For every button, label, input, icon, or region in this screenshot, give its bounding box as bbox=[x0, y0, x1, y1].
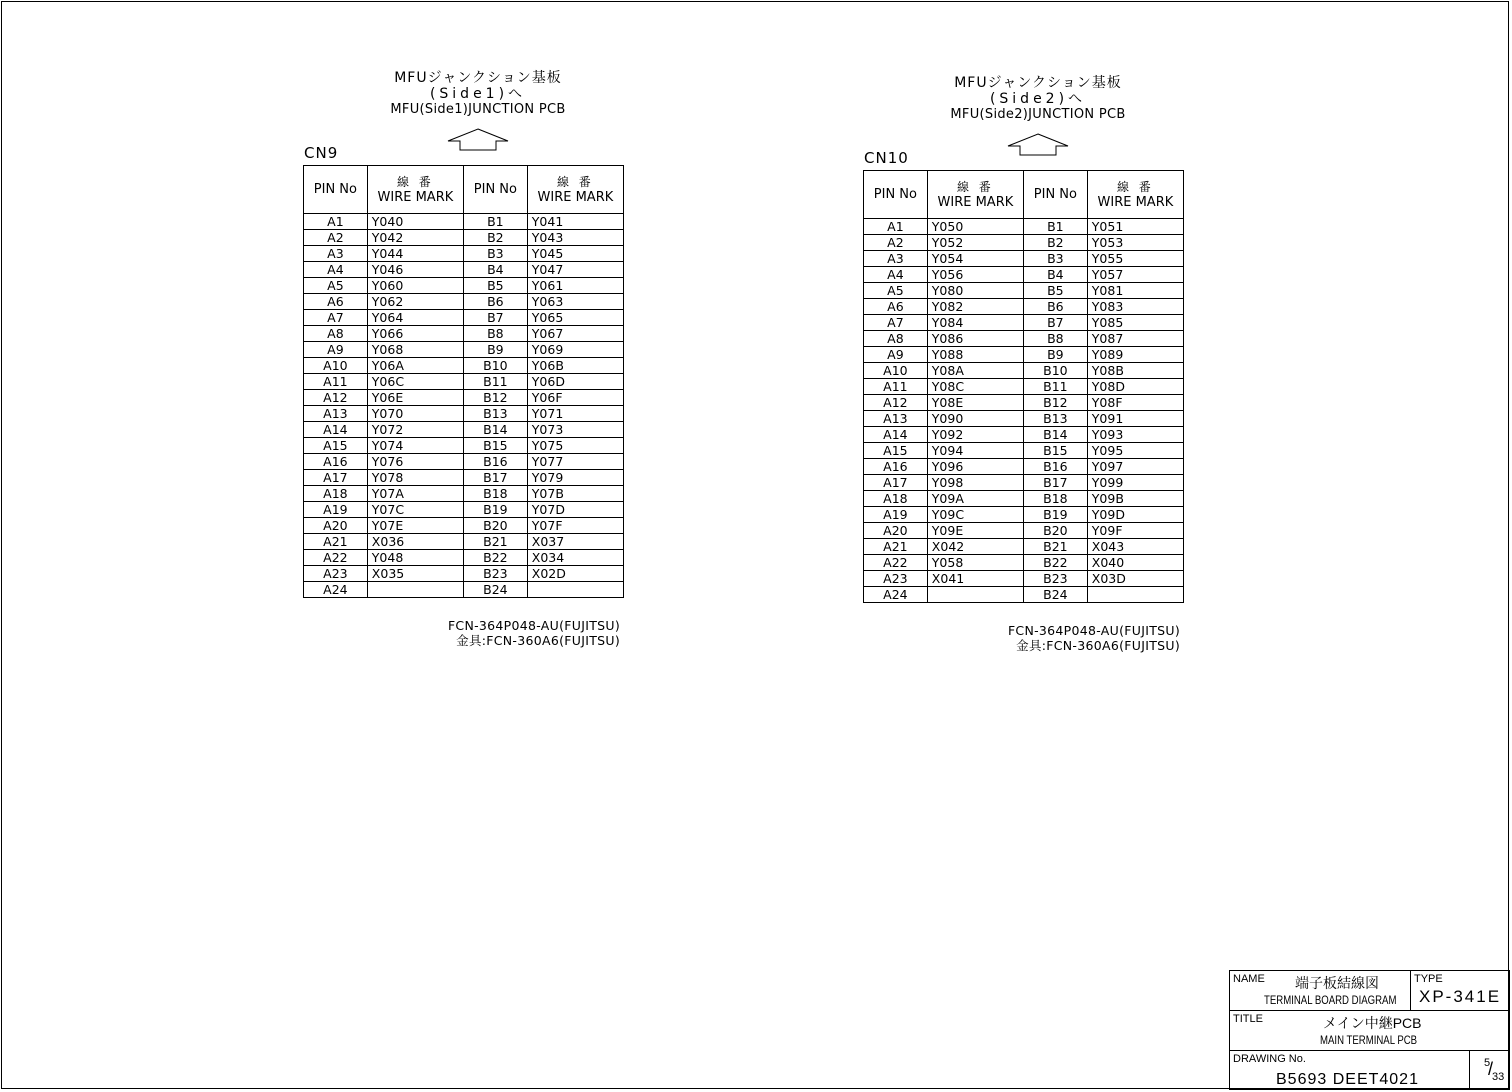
table-row bbox=[864, 267, 1184, 283]
table-row bbox=[304, 454, 624, 470]
table-row bbox=[864, 235, 1184, 251]
pin-number: A7 bbox=[864, 315, 928, 331]
wire-mark: Y07E bbox=[367, 518, 463, 534]
wire-mark: Y056 bbox=[927, 267, 1023, 283]
wire-mark: Y099 bbox=[1087, 475, 1183, 491]
destination-en: MFU(Side2)JUNCTION PCB bbox=[950, 107, 1126, 122]
wire-mark: Y042 bbox=[367, 230, 463, 246]
wire-mark: Y09E bbox=[927, 523, 1023, 539]
pin-number: A15 bbox=[864, 443, 928, 459]
pin-number: B13 bbox=[463, 406, 527, 422]
table-row bbox=[304, 390, 624, 406]
table-row bbox=[864, 283, 1184, 299]
wire-mark bbox=[927, 587, 1023, 603]
wire-mark: Y09C bbox=[927, 507, 1023, 523]
pin-header: PIN No bbox=[1023, 171, 1087, 219]
wire-mark: Y086 bbox=[927, 331, 1023, 347]
table-row bbox=[304, 214, 624, 230]
table-row bbox=[864, 411, 1184, 427]
wire-mark: Y08A bbox=[927, 363, 1023, 379]
table-row bbox=[864, 491, 1184, 507]
wire-mark: Y07B bbox=[527, 486, 623, 502]
pin-number: A4 bbox=[864, 267, 928, 283]
table-row bbox=[864, 315, 1184, 331]
wire-mark: Y082 bbox=[927, 299, 1023, 315]
pin-number: B22 bbox=[1023, 555, 1087, 571]
pin-number: A11 bbox=[304, 374, 368, 390]
wire-mark: Y07D bbox=[527, 502, 623, 518]
wire-mark: Y096 bbox=[927, 459, 1023, 475]
wire-mark: Y076 bbox=[367, 454, 463, 470]
pin-number: B22 bbox=[463, 550, 527, 566]
wire-header: 線 番 WIRE MARK bbox=[1087, 171, 1183, 219]
pin-number: B7 bbox=[463, 310, 527, 326]
table-row bbox=[864, 475, 1184, 491]
pin-number: B16 bbox=[1023, 459, 1087, 475]
table-row bbox=[864, 395, 1184, 411]
pin-number: A3 bbox=[304, 246, 368, 262]
pin-number: A3 bbox=[864, 251, 928, 267]
table-row bbox=[304, 534, 624, 550]
destination-side: (Side1)へ bbox=[429, 86, 527, 102]
wire-mark: X040 bbox=[1087, 555, 1183, 571]
pin-number: B23 bbox=[463, 566, 527, 582]
wire-mark: Y085 bbox=[1087, 315, 1183, 331]
wire-mark: Y09D bbox=[1087, 507, 1183, 523]
table-row bbox=[864, 555, 1184, 571]
pin-number: B12 bbox=[463, 390, 527, 406]
pin-number: A19 bbox=[864, 507, 928, 523]
pin-number: B10 bbox=[463, 358, 527, 374]
pin-number: B4 bbox=[463, 262, 527, 278]
wire-mark: Y057 bbox=[1087, 267, 1183, 283]
wire-mark bbox=[367, 582, 463, 598]
wire-mark: Y061 bbox=[527, 278, 623, 294]
table-row bbox=[864, 507, 1184, 523]
wire-mark: Y079 bbox=[527, 470, 623, 486]
pin-number: A6 bbox=[304, 294, 368, 310]
pin-number: A15 bbox=[304, 438, 368, 454]
pin-number: A1 bbox=[864, 219, 928, 235]
wire-mark: Y048 bbox=[367, 550, 463, 566]
up-arrow-icon bbox=[446, 128, 510, 152]
table-row bbox=[864, 587, 1184, 603]
pin-number: A21 bbox=[304, 534, 368, 550]
wire-mark: Y050 bbox=[927, 219, 1023, 235]
wire-mark: Y064 bbox=[367, 310, 463, 326]
wire-mark: X034 bbox=[527, 550, 623, 566]
wire-mark: Y06A bbox=[367, 358, 463, 374]
pin-number: B13 bbox=[1023, 411, 1087, 427]
table-row bbox=[864, 331, 1184, 347]
pin-number: A11 bbox=[864, 379, 928, 395]
wire-mark: X035 bbox=[367, 566, 463, 582]
wire-mark: Y043 bbox=[527, 230, 623, 246]
part-number: FCN-364P048-AU(FUJITSU) 金具:FCN-360A6(FUJITSU) bbox=[447, 618, 620, 648]
pin-number: A8 bbox=[304, 326, 368, 342]
pin-number: B9 bbox=[1023, 347, 1087, 363]
pin-number: B6 bbox=[463, 294, 527, 310]
table-row bbox=[304, 230, 624, 246]
wire-mark: Y06C bbox=[367, 374, 463, 390]
pin-number: A22 bbox=[864, 555, 928, 571]
connector-label: CN9 bbox=[304, 144, 339, 162]
table-row bbox=[864, 219, 1184, 235]
wire-mark: Y07F bbox=[527, 518, 623, 534]
wire-header: 線 番 WIRE MARK bbox=[367, 166, 463, 214]
pin-number: B6 bbox=[1023, 299, 1087, 315]
table-row bbox=[864, 443, 1184, 459]
table-row bbox=[304, 342, 624, 358]
pin-number: B24 bbox=[1023, 587, 1087, 603]
pin-number: B15 bbox=[463, 438, 527, 454]
table-row bbox=[304, 358, 624, 374]
wire-mark: X042 bbox=[927, 539, 1023, 555]
table-row bbox=[304, 294, 624, 310]
table-row bbox=[864, 251, 1184, 267]
connector-label: CN10 bbox=[864, 149, 909, 167]
wire-mark: Y092 bbox=[927, 427, 1023, 443]
pin-number: B3 bbox=[1023, 251, 1087, 267]
pin-number: B23 bbox=[1023, 571, 1087, 587]
wire-mark: Y053 bbox=[1087, 235, 1183, 251]
pin-number: B14 bbox=[1023, 427, 1087, 443]
destination-header bbox=[378, 70, 578, 117]
wire-mark: Y044 bbox=[367, 246, 463, 262]
pin-header: PIN No bbox=[304, 166, 368, 214]
pin-number: A4 bbox=[304, 262, 368, 278]
pin-number: A22 bbox=[304, 550, 368, 566]
wire-mark: Y077 bbox=[527, 454, 623, 470]
table-row bbox=[304, 502, 624, 518]
pin-number: A14 bbox=[864, 427, 928, 443]
wire-mark: X036 bbox=[367, 534, 463, 550]
wire-mark bbox=[527, 582, 623, 598]
pin-number: B18 bbox=[463, 486, 527, 502]
wire-mark: Y058 bbox=[927, 555, 1023, 571]
wire-mark: Y073 bbox=[527, 422, 623, 438]
wire-mark: Y08C bbox=[927, 379, 1023, 395]
pin-number: A16 bbox=[864, 459, 928, 475]
wire-mark: Y081 bbox=[1087, 283, 1183, 299]
type-cell: TYPE XP-341E bbox=[1411, 971, 1509, 1011]
table-row bbox=[864, 347, 1184, 363]
pin-number: A12 bbox=[864, 395, 928, 411]
wire-mark: Y06B bbox=[527, 358, 623, 374]
pin-number: B1 bbox=[463, 214, 527, 230]
pin-number: B5 bbox=[463, 278, 527, 294]
wire-mark: X037 bbox=[527, 534, 623, 550]
destination-en: MFU(Side1)JUNCTION PCB bbox=[390, 102, 566, 117]
pin-number: A18 bbox=[864, 491, 928, 507]
pin-number: A10 bbox=[864, 363, 928, 379]
wire-mark: Y040 bbox=[367, 214, 463, 230]
wire-mark: Y083 bbox=[1087, 299, 1183, 315]
pin-number: A2 bbox=[864, 235, 928, 251]
table-row bbox=[304, 422, 624, 438]
table-row bbox=[304, 310, 624, 326]
wire-mark: Y098 bbox=[927, 475, 1023, 491]
wire-mark: X02D bbox=[527, 566, 623, 582]
pin-number: A2 bbox=[304, 230, 368, 246]
table-row bbox=[304, 278, 624, 294]
wire-mark: Y08D bbox=[1087, 379, 1183, 395]
wire-mark: X041 bbox=[927, 571, 1023, 587]
table-row bbox=[304, 550, 624, 566]
pin-table bbox=[863, 170, 1184, 603]
pin-number: B14 bbox=[463, 422, 527, 438]
pin-number: A20 bbox=[864, 523, 928, 539]
wire-mark: Y070 bbox=[367, 406, 463, 422]
table-row bbox=[304, 566, 624, 582]
wire-mark: Y09A bbox=[927, 491, 1023, 507]
pin-number: A9 bbox=[304, 342, 368, 358]
wire-mark: Y041 bbox=[527, 214, 623, 230]
pin-number: A17 bbox=[304, 470, 368, 486]
wire-mark: Y080 bbox=[927, 283, 1023, 299]
part-number: FCN-364P048-AU(FUJITSU) 金具:FCN-360A6(FUJITSU) bbox=[1007, 623, 1180, 653]
table-row bbox=[304, 262, 624, 278]
pin-number: B2 bbox=[463, 230, 527, 246]
table-row bbox=[304, 438, 624, 454]
wire-mark: Y046 bbox=[367, 262, 463, 278]
wire-header: 線 番 WIRE MARK bbox=[927, 171, 1023, 219]
pin-number: A1 bbox=[304, 214, 368, 230]
wire-mark: Y089 bbox=[1087, 347, 1183, 363]
wire-mark bbox=[1087, 587, 1183, 603]
pin-number: A5 bbox=[304, 278, 368, 294]
wire-mark: Y054 bbox=[927, 251, 1023, 267]
pin-header: PIN No bbox=[463, 166, 527, 214]
wire-mark: Y047 bbox=[527, 262, 623, 278]
pin-number: A17 bbox=[864, 475, 928, 491]
wire-mark: Y062 bbox=[367, 294, 463, 310]
wire-mark: Y087 bbox=[1087, 331, 1183, 347]
wire-mark: Y097 bbox=[1087, 459, 1183, 475]
wire-mark: Y091 bbox=[1087, 411, 1183, 427]
pin-number: B11 bbox=[463, 374, 527, 390]
wire-mark: Y090 bbox=[927, 411, 1023, 427]
pin-number: A12 bbox=[304, 390, 368, 406]
wire-mark: Y07C bbox=[367, 502, 463, 518]
wire-mark: Y069 bbox=[527, 342, 623, 358]
pin-number: A16 bbox=[304, 454, 368, 470]
wire-mark: Y075 bbox=[527, 438, 623, 454]
pin-number: B20 bbox=[1023, 523, 1087, 539]
pin-number: B17 bbox=[463, 470, 527, 486]
pin-number: A23 bbox=[864, 571, 928, 587]
pin-number: A9 bbox=[864, 347, 928, 363]
wire-mark: Y09F bbox=[1087, 523, 1183, 539]
pin-number: B8 bbox=[1023, 331, 1087, 347]
pin-number: B19 bbox=[1023, 507, 1087, 523]
pin-number: B8 bbox=[463, 326, 527, 342]
pin-number: A6 bbox=[864, 299, 928, 315]
wire-mark: Y094 bbox=[927, 443, 1023, 459]
wire-mark: Y08B bbox=[1087, 363, 1183, 379]
pin-number: B20 bbox=[463, 518, 527, 534]
pin-number: B17 bbox=[1023, 475, 1087, 491]
wire-mark: Y093 bbox=[1087, 427, 1183, 443]
pin-number: B7 bbox=[1023, 315, 1087, 331]
table-row bbox=[304, 470, 624, 486]
up-arrow-icon bbox=[1006, 133, 1070, 157]
pin-number: A19 bbox=[304, 502, 368, 518]
pin-number: B16 bbox=[463, 454, 527, 470]
wire-mark: Y055 bbox=[1087, 251, 1183, 267]
wire-mark: X03D bbox=[1087, 571, 1183, 587]
table-row bbox=[304, 246, 624, 262]
table-row bbox=[864, 427, 1184, 443]
pin-number: A14 bbox=[304, 422, 368, 438]
pin-table bbox=[303, 165, 624, 598]
table-row bbox=[864, 523, 1184, 539]
title-cell: TITLE メイン中継PCB MAIN TERMINAL PCB bbox=[1230, 1011, 1509, 1051]
pin-number: B19 bbox=[463, 502, 527, 518]
wire-mark: Y074 bbox=[367, 438, 463, 454]
wire-mark: Y09B bbox=[1087, 491, 1183, 507]
pin-number: B4 bbox=[1023, 267, 1087, 283]
pin-number: B15 bbox=[1023, 443, 1087, 459]
title-block bbox=[1229, 970, 1510, 1090]
pin-number: A24 bbox=[304, 582, 368, 598]
pin-number: B5 bbox=[1023, 283, 1087, 299]
destination-header bbox=[938, 75, 1138, 122]
pin-number: A10 bbox=[304, 358, 368, 374]
table-row bbox=[304, 326, 624, 342]
pin-number: B11 bbox=[1023, 379, 1087, 395]
pin-number: B3 bbox=[463, 246, 527, 262]
table-row bbox=[304, 374, 624, 390]
table-row bbox=[864, 299, 1184, 315]
destination-side: (Side2)へ bbox=[989, 91, 1087, 107]
drawing-number-cell: DRAWING No. B5693 DEET4021 bbox=[1230, 1051, 1470, 1089]
table-row bbox=[304, 406, 624, 422]
pin-number: A23 bbox=[304, 566, 368, 582]
table-row bbox=[864, 571, 1184, 587]
pin-number: A8 bbox=[864, 331, 928, 347]
wire-mark: Y06F bbox=[527, 390, 623, 406]
wire-mark: Y06E bbox=[367, 390, 463, 406]
pin-number: B9 bbox=[463, 342, 527, 358]
pin-number: A20 bbox=[304, 518, 368, 534]
pin-number: A18 bbox=[304, 486, 368, 502]
destination-jp: MFUジャンクション基板 bbox=[954, 75, 1122, 91]
table-row bbox=[864, 539, 1184, 555]
wire-mark: Y068 bbox=[367, 342, 463, 358]
pin-number: B2 bbox=[1023, 235, 1087, 251]
wire-mark: Y063 bbox=[527, 294, 623, 310]
wire-mark: Y072 bbox=[367, 422, 463, 438]
wire-mark: Y078 bbox=[367, 470, 463, 486]
wire-header: 線 番 WIRE MARK bbox=[527, 166, 623, 214]
table-row bbox=[304, 518, 624, 534]
pin-number: A24 bbox=[864, 587, 928, 603]
wire-mark: Y052 bbox=[927, 235, 1023, 251]
table-row bbox=[864, 459, 1184, 475]
pin-number: B12 bbox=[1023, 395, 1087, 411]
pin-number: A5 bbox=[864, 283, 928, 299]
table-row bbox=[304, 582, 624, 598]
wire-mark: Y088 bbox=[927, 347, 1023, 363]
drawing-frame bbox=[1, 1, 1509, 1089]
pin-number: B21 bbox=[1023, 539, 1087, 555]
pin-number: B21 bbox=[463, 534, 527, 550]
pin-number: B10 bbox=[1023, 363, 1087, 379]
wire-mark: Y071 bbox=[527, 406, 623, 422]
destination-jp: MFUジャンクション基板 bbox=[394, 70, 562, 86]
name-cell: NAME 端子板結線図 TERMINAL BOARD DIAGRAM bbox=[1230, 971, 1411, 1011]
wire-mark: Y084 bbox=[927, 315, 1023, 331]
wire-mark: Y095 bbox=[1087, 443, 1183, 459]
pin-header: PIN No bbox=[864, 171, 928, 219]
pin-number: B24 bbox=[463, 582, 527, 598]
wire-mark: Y051 bbox=[1087, 219, 1183, 235]
wire-mark: Y060 bbox=[367, 278, 463, 294]
wire-mark: Y045 bbox=[527, 246, 623, 262]
pin-number: A7 bbox=[304, 310, 368, 326]
wire-mark: Y08F bbox=[1087, 395, 1183, 411]
wire-mark: Y07A bbox=[367, 486, 463, 502]
wire-mark: Y067 bbox=[527, 326, 623, 342]
wire-mark: Y065 bbox=[527, 310, 623, 326]
wire-mark: Y08E bbox=[927, 395, 1023, 411]
table-row bbox=[864, 363, 1184, 379]
pin-number: A21 bbox=[864, 539, 928, 555]
table-row bbox=[864, 379, 1184, 395]
pin-number: A13 bbox=[864, 411, 928, 427]
pin-number: B18 bbox=[1023, 491, 1087, 507]
pin-number: B1 bbox=[1023, 219, 1087, 235]
table-row bbox=[304, 486, 624, 502]
sheet-cell: 5 / 33 bbox=[1484, 1057, 1505, 1083]
pin-number: A13 bbox=[304, 406, 368, 422]
wire-mark: X043 bbox=[1087, 539, 1183, 555]
wire-mark: Y066 bbox=[367, 326, 463, 342]
wire-mark: Y06D bbox=[527, 374, 623, 390]
